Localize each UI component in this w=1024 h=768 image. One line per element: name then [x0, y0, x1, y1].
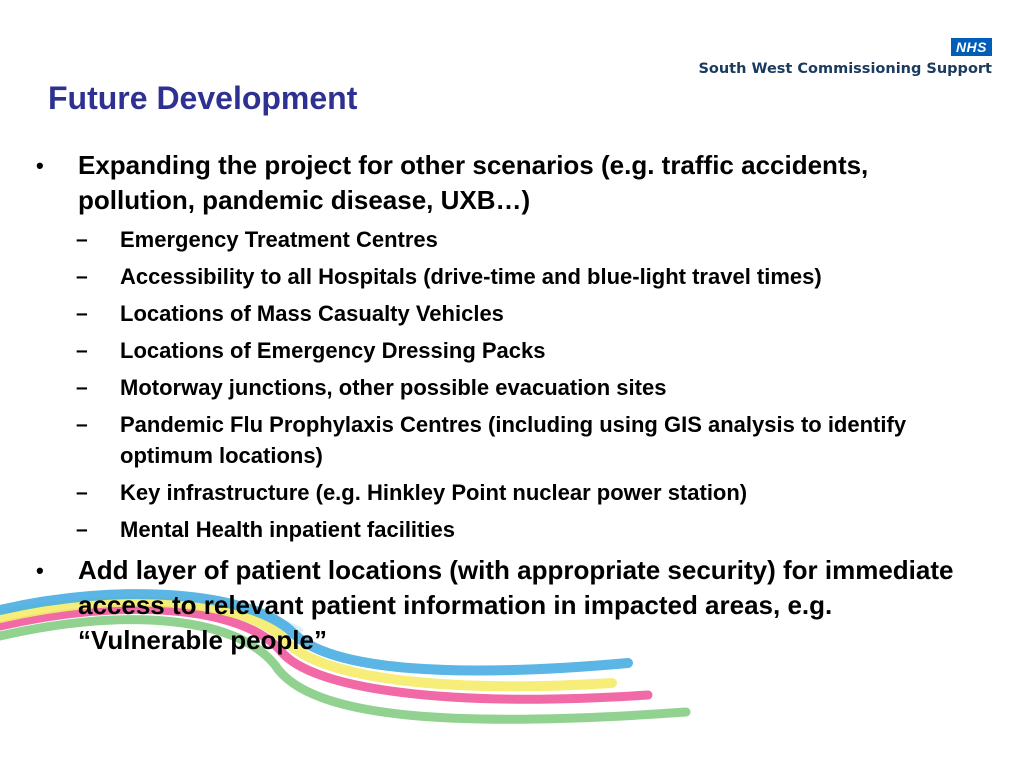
sub-marker: – [76, 265, 88, 288]
sub-item [36, 477, 976, 508]
sub-marker: – [76, 376, 88, 399]
sub-marker: – [76, 481, 88, 504]
sub-marker: – [76, 339, 88, 362]
page-title: Future Development [48, 80, 358, 116]
bullet-item [36, 148, 976, 218]
sub-item [36, 224, 976, 255]
sub-item-text: Pandemic Flu Prophylaxis Centres (including using GIS analysis to identify optimum locations) [120, 412, 907, 468]
sub-item-text: Emergency Treatment Centres [120, 227, 438, 252]
sub-marker: – [76, 413, 88, 436]
nhs-badge: NHS [951, 38, 992, 56]
sub-item-text: Mental Health inpatient facilities [120, 517, 455, 542]
sub-list [36, 224, 976, 545]
slide-content [36, 148, 976, 658]
sub-item [36, 298, 976, 329]
org-name: South West Commissioning Support [698, 61, 992, 77]
sub-item [36, 261, 976, 292]
sub-item-text: Locations of Emergency Dressing Packs [120, 338, 546, 363]
sub-item [36, 409, 976, 471]
sub-marker: – [76, 302, 88, 325]
sub-item-text: Accessibility to all Hospitals (drive-time and blue-light travel times) [120, 264, 822, 289]
bullet-marker: • [36, 153, 44, 178]
bullet-text: Expanding the project for other scenarios (e.g. traffic accidents, pollution, pandemic disease, UXB…) [78, 150, 869, 215]
sub-marker: – [76, 228, 88, 251]
bullet-text: Add layer of patient locations (with appropriate security) for immediate access to relevant patient information in impacted areas, e.g. “Vulnerable people” [78, 555, 954, 655]
sub-item [36, 372, 976, 403]
sub-item-text: Key infrastructure (e.g. Hinkley Point nuclear power station) [120, 480, 748, 505]
nhs-logo [698, 38, 992, 77]
sub-item [36, 335, 976, 366]
sub-item-text: Motorway junctions, other possible evacuation sites [120, 375, 667, 400]
bullet-marker: • [36, 558, 44, 583]
bullet-item [36, 553, 976, 658]
sub-item-text: Locations of Mass Casualty Vehicles [120, 301, 504, 326]
sub-item [36, 514, 976, 545]
sub-marker: – [76, 518, 88, 541]
